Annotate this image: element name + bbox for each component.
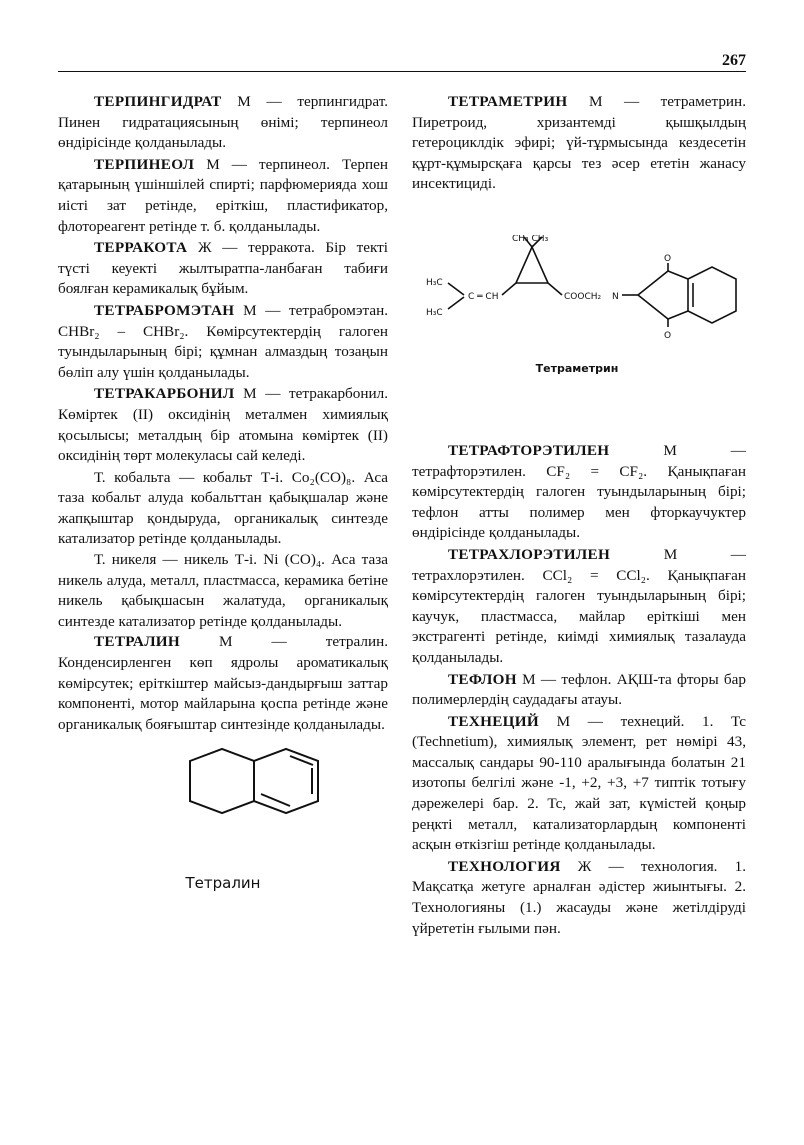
label-oxygen-bottom: O (664, 330, 672, 341)
entry-terpineol (58, 155, 388, 237)
definition: М — тетралин. Конденсирленген көп ядролы ароматикалық көмірсутек; еріткіштер майсыз-дандырғыш заттар компоненті, мотор майларына қоспа ретінде және органикалық бояғыштар синтезінде қолданылады. (58, 633, 388, 733)
entry-teflon (412, 670, 746, 711)
label-c-double-ch: C ═ CH (468, 291, 499, 302)
definition: М — тефлон. АҚШ-та фторы бар полимерлердің саудадағы атауы. (412, 670, 746, 709)
tetramethrin-structure-diagram (412, 235, 746, 355)
definition: М — тетрафторэтилен. CF₂ = CF₂. Қанықпаған көмірсутектердің галоген туындыларының бірі; тефлон атты полимер мен фторкаучуктер өндірісінде қолданылады. (412, 441, 746, 542)
definition: Ж — технология. 1. Мақсатқа жетуге арналған әдістер жиынтығы. 2. Технологияны (1.) жасауды және жетілдіруді үйрететін ғылыми пән. (412, 857, 746, 937)
entry-tetrabromoethane (58, 301, 388, 383)
headword: ТЕРРАКОТА (94, 239, 188, 257)
entry-tetracarbonyl (58, 384, 388, 466)
entry-tetrachloroethylene (412, 545, 746, 669)
definition: М — тетрахлорэтилен. CCl₂ = CCl₂. Қанықпаған көмірсутектердің галоген туындыларының бірі; каучук, пластмасса, майлар еріткіші мен экстрагенті ретінде, киімді химиялық тазалауда қолданылады. (412, 545, 746, 666)
tetralin-caption: Тетралин (185, 874, 261, 893)
header-rule (58, 71, 746, 72)
page-number: 267 (722, 52, 746, 69)
headword: ТЕТРАКАРБОНИЛ (94, 385, 235, 403)
entry-technology (412, 857, 746, 939)
tetralin-structure-figure (58, 743, 388, 893)
headword: ТЕРПИНЕОЛ (94, 155, 195, 173)
definition: М — тетраметрин. Пиретроид, хризантемді қышқылдың гетероциклдік эфирі; үй-тұрмысында кездесетін құрт-құмырсқаға қарсы тез әсер ететін жанасу инсектициді. (412, 93, 746, 193)
headword: ТЕТРАХЛОРЭТИЛЕН (448, 545, 611, 563)
label-oxygen-top: O (664, 253, 672, 264)
entry-technetium (412, 712, 746, 856)
subentry-nickel-tetracarbonyl: Т. никеля — никель Т-і. Ni (CO)₄. Аса таза никель алуда, металл, пластмасса, керамика бетіне никель қабықшасын жалатуда, органикалық синтезде катализатор ретінде қолданылады. (58, 551, 388, 630)
definition: Ж — терракота. Бір текті түсті кеуекті жылтыратпа-ланбаған табиғи боялған керамикалық бұйым. (58, 239, 388, 298)
label-ch3-top: CH₃ CH₃ (512, 234, 549, 244)
entry-terpinhydrate (58, 92, 388, 154)
entry-tetralin (58, 632, 388, 735)
entry-tetrafluoroethylene (412, 441, 746, 544)
entry-terracotta (58, 238, 388, 300)
tetramethrin-structure-figure (412, 235, 746, 385)
left-column (58, 92, 388, 893)
definition: М — технеций. 1. Tc (Technetium), химиялық элемент, рет нөмірі 43, массалық сандары 90-110 аралығында болатын 21 изотопы белгілі және -1, +2, +3, +7 типтік тотығу дәрежелері бар. 2. Tc, жай зат, күмістей қоңыр реңкті металл, катализаторлардың компоненті асқын өткізгіш ретінде қолданылады. (412, 712, 746, 854)
tetramethrin-caption: Тетраметрин (535, 361, 619, 375)
headword: ТЕРПИНГИДРАТ (94, 93, 222, 110)
label-h3c-upper: H₃C (426, 277, 443, 288)
definition: М — терпингидрат. Пинен гидратациясының өнімі; терпинеол өндірісінде қолданылады. (58, 93, 388, 152)
definition: М — терпинеол. Терпен қатарының үшіншілей спирті; парфюмерияда хош иісті зат ретінде, еріткіш, пластификатор, флотореагент ретінде т. б. қолданылады. (58, 155, 388, 235)
headword: ТЕТРАМЕТРИН (448, 93, 568, 110)
headword: ТЕХНОЛОГИЯ (448, 857, 561, 875)
right-column (412, 92, 746, 940)
headword: ТЕХНЕЦИЙ (448, 712, 540, 730)
definition: М — тетрабромэтан. CHBr₂ – CHBr₂. Көмірсутектердің галоген туындыларының бірі; құмнан алмаздың тозаңын бөліп алу үшін қолданылады. (58, 301, 388, 381)
subentry-cobalt-tetracarbonyl: Т. кобальта — кобальт Т-і. Co₂(CO)₈. Аса таза кобальт алуда кобальттан қабықшалар және жапқыштар қондыруда, органикалық синтезде катализатор ретінде қолданылады. (58, 468, 388, 548)
definition: М — тетракарбонил. Көміртек (II) оксидінің металмен химиялық қосылысы; металдың бір атомына көміртек (II) оксидінің төрт молекуласы сай келеді. (58, 385, 388, 465)
label-h3c-lower: H₃C (426, 307, 443, 318)
entry-tetramethrin (412, 92, 746, 195)
label-cooch2: COOCH₂ (564, 291, 602, 302)
tetralin-structure-diagram (154, 743, 324, 871)
headword: ТЕФЛОН (448, 670, 517, 688)
headword: ТЕТРАФТОРЭТИЛЕН (448, 441, 610, 459)
label-nitrogen: N (612, 291, 619, 302)
headword: ТЕТРАЛИН (94, 633, 181, 651)
headword: ТЕТРАБРОМЭТАН (94, 301, 235, 319)
